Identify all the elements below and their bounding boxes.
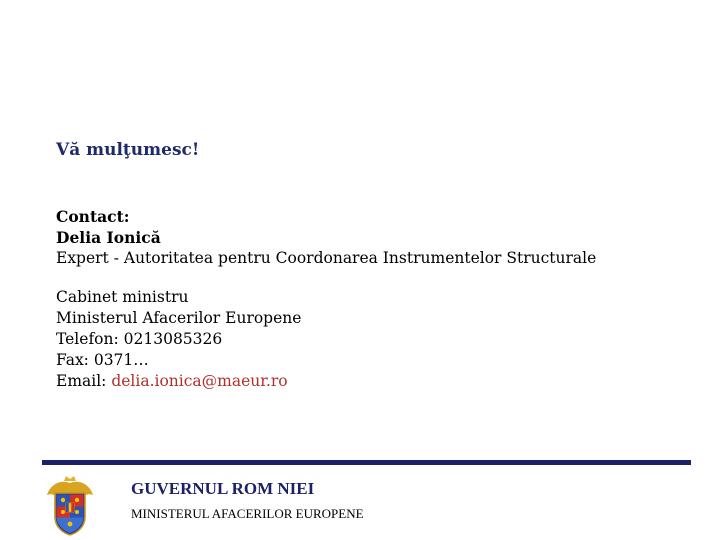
contact-heading: Contact: [56,207,130,226]
contact-office: Cabinet ministru [56,288,189,306]
footer-divider [42,460,691,465]
contact-fax: Fax: 0371… [56,351,149,369]
ministry-name: MINISTERUL AFACERILOR EUROPENE [131,506,364,521]
contact-email-line [56,371,596,392]
spacer [56,269,596,287]
contact-name: Delia Ionică [56,228,161,247]
government-title: GUVERNUL ROM NIEI [131,479,315,498]
contact-ministry: Ministerul Afacerilor Europene [56,309,302,327]
contact-role: Expert - Autoritatea pentru Coordonarea Instrumentelor Structurale [56,249,597,267]
contact-phone: Telefon: 0213085326 [56,330,223,348]
contact-block [56,206,596,392]
email-label: Email: [56,372,112,390]
email-link[interactable]: delia.ionica@maeur.ro [111,372,288,390]
romania-coat-of-arms-icon [44,475,96,537]
thank-you-text: Vă mulţumesc! [56,140,200,160]
